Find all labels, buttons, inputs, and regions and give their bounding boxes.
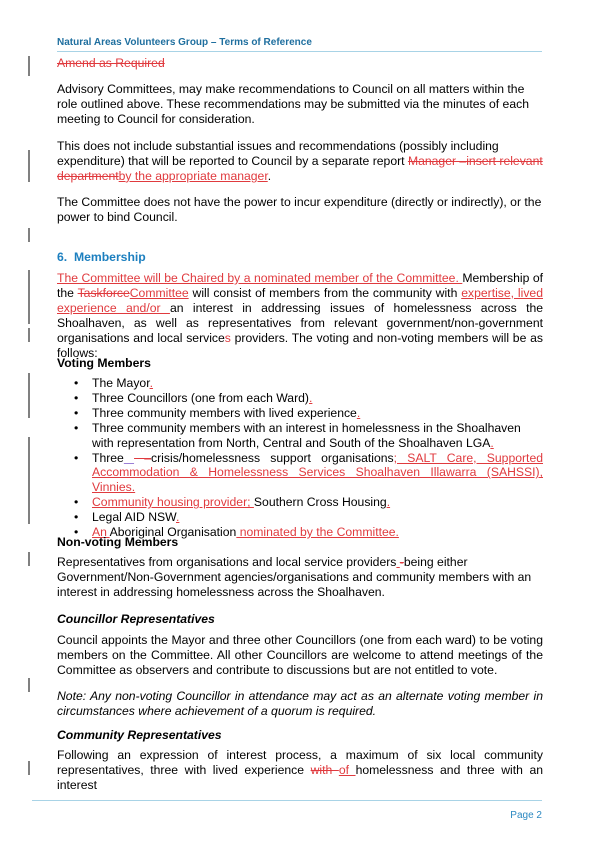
change-bar	[28, 761, 30, 775]
change-bar	[28, 328, 30, 342]
paragraph-recommendations: Advisory Committees, may make recommendations to Council on all matters within the role outlined above. These recommendations may be submitted via the minutes of each meeting to Council for consideration.	[57, 82, 529, 126]
list-item: • Community housing provider; Southern Cross Housing.	[74, 495, 391, 510]
page-header-title: Natural Areas Volunteers Group – Terms of Reference	[57, 37, 312, 48]
heading-community-representatives: Community Representatives	[57, 728, 222, 742]
change-bar	[28, 448, 30, 524]
inserted-text: expertise, lived experience and/or	[57, 285, 543, 315]
paragraph-note: Note: Any non-voting Councillor in attendance may act as an alternate voting member in circumstances where achievement of a quorum is required.	[57, 689, 543, 718]
list-item: • An Aboriginal Organisation nominated by the Committee.	[74, 525, 399, 540]
deleted-text: Manager –insert relevant department	[57, 153, 543, 183]
amend-note	[57, 56, 543, 71]
paragraph-membership: The Committee will be Chaired by a nominated member of the Committee. Membership of the TaskforceCommittee will consist of members from the community with expertise, lived experience and/or an interest in addressing issues of homelessness across the Shoalhaven, as well as representatives from relevant government/non-government organisations and local services providers. The voting and non-voting members will be as follows:	[57, 271, 544, 360]
paragraph-community: Following an expression of interest process, a maximum of six local community representatives, three with lived experience with of homelessness and three with an interest	[57, 748, 544, 792]
deleted-text: s	[224, 330, 231, 345]
heading-non-voting-members: Non-voting Members	[57, 535, 179, 549]
heading-councillor-representatives: Councillor Representatives	[57, 612, 215, 626]
change-bar	[28, 228, 30, 242]
change-bar	[28, 56, 30, 76]
header-divider	[57, 51, 542, 52]
inserted-text: by the appropriate manager	[118, 168, 268, 183]
paragraph-non-voting: Representatives from organisations and local service providers -being either Government/Non-Government agencies/organisations and community members with an interest in addressing homelessness across the Shoalhaven.	[57, 555, 532, 599]
change-bar	[28, 150, 30, 182]
list-item: • Legal AID NSW.	[74, 510, 180, 525]
heading-voting-members: Voting Members	[57, 356, 151, 370]
inserted-text: Committee	[129, 285, 189, 300]
list-item: • The Mayor.	[74, 376, 153, 390]
list-item: • Three community members with lived experience.	[74, 405, 361, 420]
deleted-text: Amend as Required	[57, 56, 165, 70]
footer-divider	[32, 800, 542, 801]
change-bar	[28, 678, 30, 692]
inserted-text: The Committee will be Chaired by a nominated member of the Committee.	[57, 271, 463, 285]
paragraph-power: The Committee does not have the power to incur expenditure (directly or indirectly), or the power to bind Council.	[57, 195, 542, 224]
change-bar	[28, 270, 30, 324]
paragraph-councillor: Council appoints the Mayor and three other Councillors (one from each ward) to be voting members on the Committee. All other Councillors are welcome to attend meetings of the Committee as observers and contribute to discussions but are not entitled to vote.	[57, 633, 543, 677]
list-item: • Three Councillors (one from each Ward).	[74, 390, 313, 405]
page-number: Page 2	[510, 810, 542, 821]
list-item: • Three community members with an interest in homelessness in the Shoalhaven with representation from North, Central and South of the Shoalhaven LGA.	[74, 420, 521, 450]
change-bar	[28, 373, 30, 418]
deleted-text: Taskforce	[77, 285, 130, 300]
paragraph-substantial-issues: This does not include substantial issues and recommendations (possibly including expenditure) that will be reported to Council by a separate report Manager –insert relevant departmentby the appropriate manager.	[57, 139, 543, 183]
list-item: • Three –crisis/homelessness support organisations; SALT Care, Supported Accommodation & Homelessness Services Shoalhaven Illawarra (SAHSSI), Vinnies.	[74, 450, 543, 495]
change-bar	[28, 552, 30, 566]
section-heading-membership: 6. Membership	[57, 250, 146, 264]
voting-members-list	[57, 376, 543, 540]
